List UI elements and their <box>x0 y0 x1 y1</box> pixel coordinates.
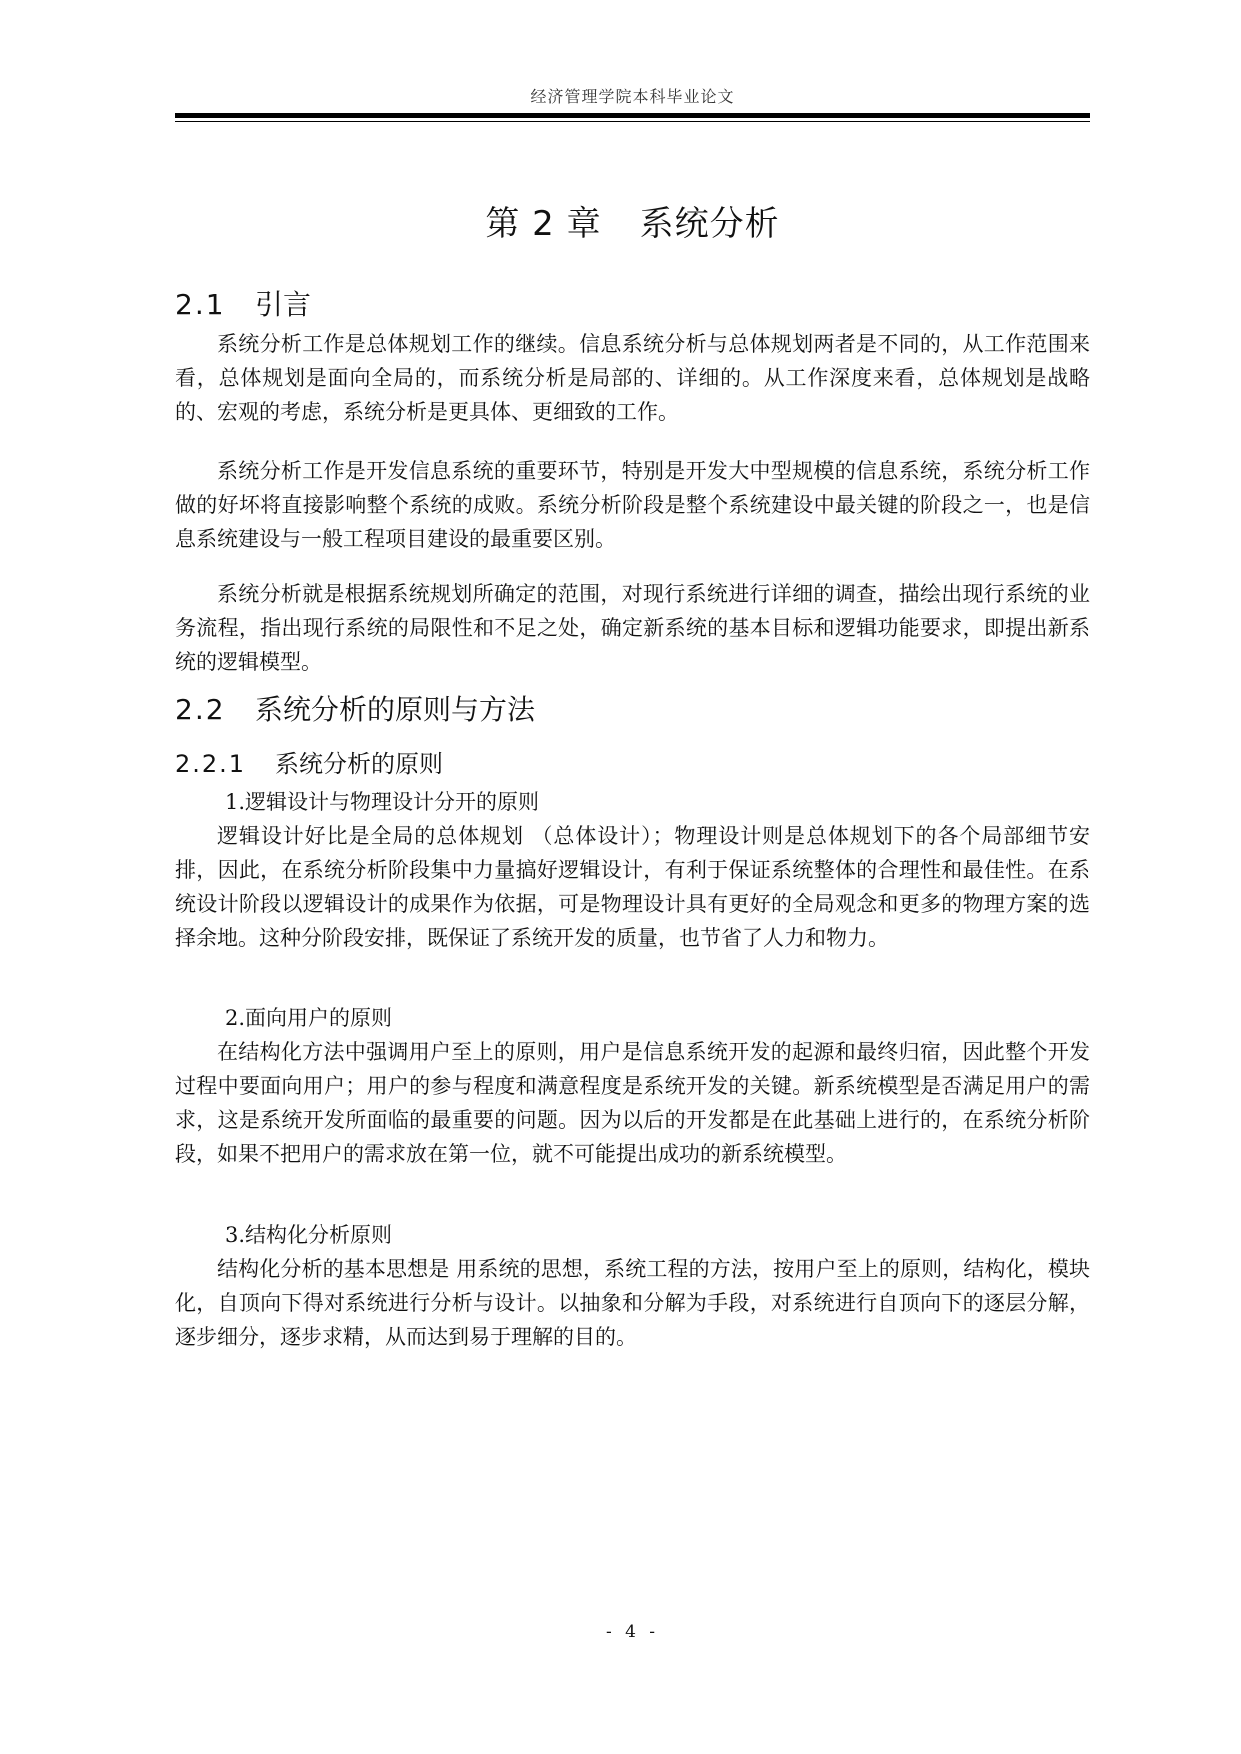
section-title: 系统分析的原则与方法 <box>255 693 536 726</box>
subsection-title: 系统分析的原则 <box>275 750 443 778</box>
subsection-number: 2.2.1 <box>175 750 247 778</box>
section-heading-2-1 <box>175 283 311 323</box>
section-number: 2.1 <box>175 288 226 321</box>
subsection-heading-2-2-1 <box>175 744 443 779</box>
section-heading-2-2 <box>175 688 535 728</box>
section-number: 2.2 <box>175 693 226 726</box>
section-title: 引言 <box>255 288 312 321</box>
paragraph: 系统分析就是根据系统规划所确定的范围，对现行系统进行详细的调查，描绘出现行系统的业务流程，指出现行系统的局限性和不足之处，确定新系统的基本目标和逻辑功能要求，即提出新系统的逻辑模型。 <box>175 582 1090 674</box>
chapter-title <box>175 196 1090 245</box>
running-header: 经济管理学院本科毕业论文 <box>530 87 735 106</box>
paragraph: 在结构化方法中强调用户至上的原则，用户是信息系统开发的起源和最终归宿，因此整个开发过程中要面向用户；用户的参与程度和满意程度是系统开发的关键。新系统模型是否满足用户的需求，这是系统开发所面临的最重要的问题。因为以后的开发都是在此基础上进行的，在系统分析阶段，如果不把用户的需求放在第一位，就不可能提出成功的新系统模型。 <box>175 1040 1090 1166</box>
paragraph: 结构化分析的基本思想是 用系统的思想，系统工程的方法，按用户至上的原则，结构化，模块化，自顶向下得对系统进行分析与设计。以抽象和分解为手段，对系统进行自顶向下的逐层分解，逐步细分，逐步求精，从而达到易于理解的目的。 <box>175 1257 1090 1349</box>
principle-heading: 3.结构化分析原则 <box>225 1223 393 1247</box>
chapter-name: 系统分析 <box>639 204 780 244</box>
header-rule-thin <box>175 121 1090 122</box>
paragraph: 系统分析工作是开发信息系统的重要环节，特别是开发大中型规模的信息系统，系统分析工作做的好坏将直接影响整个系统的成败。系统分析阶段是整个系统建设中最关键的阶段之一，也是信息系统建设与一般工程项目建设的最重要区别。 <box>175 459 1090 551</box>
paragraph: 系统分析工作是总体规划工作的继续。信息系统分析与总体规划两者是不同的，从工作范围来看，总体规划是面向全局的，而系统分析是局部的、详细的。从工作深度来看，总体规划是战略的、宏观的考虑，系统分析是更具体、更细致的工作。 <box>175 332 1090 424</box>
principle-heading: 2.面向用户的原则 <box>225 1006 393 1030</box>
header-rule-thick <box>175 113 1090 118</box>
paragraph: 逻辑设计好比是全局的总体规划 （总体设计）；物理设计则是总体规划下的各个局部细节安排，因此，在系统分析阶段集中力量搞好逻辑设计，有利于保证系统整体的合理性和最佳性。在系统设计阶段以逻辑设计的成果作为依据，可是物理设计具有更好的全局观念和更多的物理方案的选择余地。这种分阶段安排，既保证了系统开发的质量，也节省了人力和物力。 <box>175 824 1090 950</box>
page-number: - 4 - <box>605 1622 660 1642</box>
chapter-number: 第 2 章 <box>485 204 602 244</box>
principle-heading: 1.逻辑设计与物理设计分开的原则 <box>225 790 540 814</box>
